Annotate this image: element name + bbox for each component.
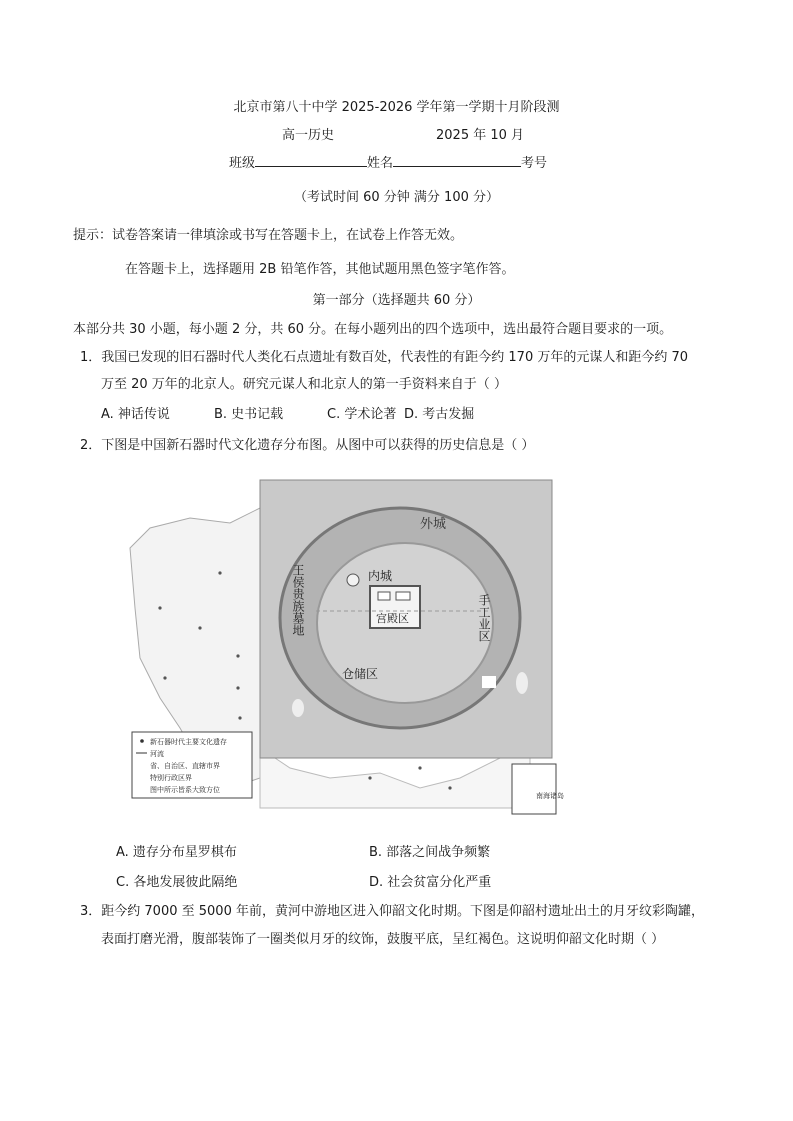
legend-item-sites: 新石器时代主要文化遗存 — [150, 738, 227, 746]
question-1-line-2: 万至 20 万年的北京人。研究元谋人和北京人的第一手资料来自于（ ） — [101, 377, 507, 392]
name-label: 姓名 — [367, 156, 394, 171]
south-sea-inset — [512, 764, 556, 814]
question-2-stem: 下图是中国新石器时代文化遗存分布图。从图中可以获得的历史信息是（ ） — [101, 438, 535, 453]
q1-option-c: C. 学术论著 — [327, 407, 397, 422]
legend-item-rivers: 河流 — [150, 750, 164, 758]
q2-option-d: D. 社会贫富分化严重 — [369, 875, 492, 890]
palace-inner-1 — [378, 592, 390, 600]
label-palace: 宫殿区 — [376, 612, 409, 625]
question-2-number: 2． — [80, 438, 102, 453]
exam-info: （考试时间 60 分钟 满分 100 分） — [293, 190, 500, 205]
class-label: 班级 — [229, 156, 256, 171]
class-blank — [255, 154, 367, 167]
q2-option-c: C. 各地发展彼此隔绝 — [116, 875, 238, 890]
q1-option-b: B. 史书记载 — [214, 407, 284, 422]
q2-option-b: B. 部落之间战争频繁 — [369, 845, 491, 860]
section-title: 第一部分（选择题共 60 分） — [312, 293, 481, 308]
moat-west — [292, 699, 304, 717]
neolithic-map-figure — [120, 478, 564, 818]
exam-title: 北京市第八十中学 2025-2026 学年第一学期十月阶段测 — [233, 100, 560, 115]
south-sea-label: 南海诸岛 — [536, 792, 564, 800]
pond-marker — [347, 574, 359, 586]
q2-option-a: A. 遗存分布星罗棋布 — [116, 845, 237, 860]
moat-east — [516, 672, 528, 694]
notice-line-2: 在答题卡上，选择题用 2B 铅笔作答，其他试题用黑色签字笔作答。 — [125, 262, 515, 277]
q1-option-a: A. 神话传说 — [101, 407, 170, 422]
name-blank — [393, 154, 521, 167]
label-inner-city: 内城 — [368, 569, 393, 583]
palace-inner-2 — [396, 592, 410, 600]
question-1-number: 1． — [80, 350, 102, 365]
q1-option-d: D. 考古发掘 — [404, 407, 475, 422]
section-intro: 本部分共 30 小题，每小题 2 分，共 60 分。在每小题列出的四个选项中，选出最符合题目要求的一项。 — [73, 322, 673, 337]
student-info-row — [229, 152, 547, 171]
legend-item-note: 图中所示皆系大致方位 — [150, 786, 220, 794]
label-west-tombs: 王侯贵族墓地 — [291, 564, 305, 636]
question-3-line-1: 距今约 7000 至 5000 年前，黄河中游地区进入仰韶文化时期。下图是仰韶村遗址出土的月牙纹彩陶罐， — [101, 904, 704, 919]
question-3-line-2: 表面打磨光滑，腹部装饰了一圈类似月牙的纹饰，鼓腹平底，呈红褐色。这说明仰韶文化时期（ ） — [101, 932, 665, 947]
legend-dot-icon — [140, 739, 144, 743]
map-svg — [120, 478, 564, 818]
question-1-line-1: 我国已发现的旧石器时代人类化石点遗址有数百处，代表性的有距今约 170 万年的元谋人和距今约 70 — [101, 350, 689, 365]
subject-label: 高一历史 — [282, 128, 335, 143]
question-1 — [80, 346, 688, 365]
question-3-number: 3． — [80, 904, 102, 919]
legend-item-province: 省、自治区、直辖市界 — [150, 762, 220, 770]
question-2 — [80, 434, 534, 453]
white-block — [482, 676, 496, 688]
question-3 — [80, 900, 704, 919]
number-label: 考号 — [521, 156, 548, 171]
exam-date: 2025 年 10 月 — [436, 128, 525, 143]
label-outer-city: 外城 — [420, 517, 447, 532]
notice-line-1: 提示：试卷答案请一律填涂或书写在答题卡上，在试卷上作答无效。 — [73, 228, 464, 243]
label-warehouse: 仓储区 — [342, 667, 379, 681]
label-craft: 手工业区 — [477, 594, 491, 642]
legend-item-sar: 特别行政区界 — [150, 774, 192, 782]
